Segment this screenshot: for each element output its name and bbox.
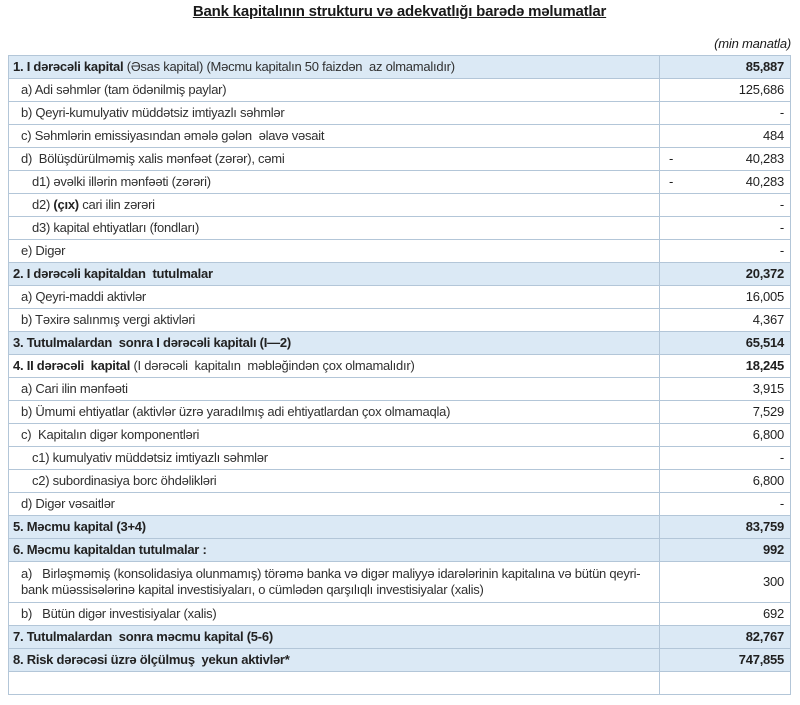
row-label [9, 401, 660, 424]
table-row [9, 56, 791, 79]
row-label-bold-text: 6. Məcmu kapitaldan tutulmalar : [13, 542, 207, 557]
row-value-number: 16,005 [745, 289, 784, 304]
table-body [9, 56, 791, 695]
row-label-rest-text: (Əsas kapital) (Məcmu kapitalın 50 faizdən az olmamalıdır) [123, 59, 455, 74]
row-value [660, 309, 791, 332]
row-label [9, 102, 660, 125]
table-row [9, 332, 791, 355]
row-value-number: 6,800 [752, 427, 784, 442]
row-value-number: 3,915 [752, 381, 784, 396]
row-value [660, 493, 791, 516]
row-label-text: b) Bütün digər investisiyalar (xalis) [21, 606, 217, 621]
row-label-text: a) Cari ilin mənfəəti [21, 381, 128, 396]
row-value-number: 83,759 [745, 519, 784, 534]
row-label [9, 194, 660, 217]
row-value [660, 626, 791, 649]
row-value-number: - [779, 243, 784, 258]
row-label [9, 79, 660, 102]
row-label-rest-text: cari ilin zərəri [78, 197, 155, 212]
table-row [9, 424, 791, 447]
row-label [9, 539, 660, 562]
row-label [9, 626, 660, 649]
row-value [660, 378, 791, 401]
row-label-text: d1) əvəlki illərin mənfəəti (zərəri) [32, 174, 211, 189]
row-value [660, 79, 791, 102]
row-label [9, 309, 660, 332]
page-title: Bank kapitalının strukturu və adekvatlığı barədə məlumatlar [192, 3, 607, 20]
row-value [660, 148, 791, 171]
row-value [660, 672, 791, 695]
row-value [660, 217, 791, 240]
row-value-number: - [779, 496, 784, 511]
row-label [9, 240, 660, 263]
table-row [9, 194, 791, 217]
row-value [660, 102, 791, 125]
row-label-bold-text: 5. Məcmu kapital (3+4) [13, 519, 146, 534]
row-value [660, 649, 791, 672]
row-label-text: a) Adi səhmlər (tam ödənilmiş paylar) [21, 82, 227, 97]
table-row [9, 401, 791, 424]
row-value [660, 539, 791, 562]
negative-sign: - [669, 151, 674, 166]
row-value [660, 286, 791, 309]
row-value [660, 125, 791, 148]
row-label-text: a) Birləşməmiş (konsolidasiya olunmamış) törəmə banka və digər maliyyə idarələrinin kapitalına və bütün qeyri-bank müəssisələrinə kapital investisiyaları, o cümlədən qarşılıqlı investisiyalar (xalis) [21, 566, 641, 597]
row-value-number: - [779, 220, 784, 235]
row-label [9, 332, 660, 355]
row-value [660, 447, 791, 470]
table-row [9, 447, 791, 470]
row-value-number: 40,283 [745, 151, 784, 166]
table-row [9, 125, 791, 148]
table-row [9, 79, 791, 102]
row-label-bold-text: (çıx) [53, 197, 79, 212]
table-row [9, 102, 791, 125]
row-label [9, 447, 660, 470]
row-label [9, 516, 660, 539]
row-value-number: 40,283 [745, 174, 784, 189]
row-value [660, 240, 791, 263]
unit-note: (min manatla) [714, 36, 791, 51]
row-label-text: c) Kapitalın digər komponentləri [21, 427, 200, 442]
row-label-text: d) Bölüşdürülməmiş xalis mənfəət (zərər), cəmi [21, 151, 285, 166]
row-label [9, 171, 660, 194]
row-label [9, 672, 660, 695]
row-label-text: b) Qeyri-kumulyativ müddətsiz imtiyazlı səhmlər [21, 105, 285, 120]
table-row [9, 672, 791, 695]
table-row [9, 603, 791, 626]
row-label-bold-text: 3. Tutulmalardan sonra I dərəcəli kapitalı (I—2) [13, 335, 291, 350]
row-label [9, 148, 660, 171]
row-value [660, 424, 791, 447]
row-label-rest-text: (I dərəcəli kapitalın məbləğindən çox olmamalıdır) [130, 358, 415, 373]
row-label-text: d) Digər vəsaitlər [21, 496, 115, 511]
table-row [9, 355, 791, 378]
table-row [9, 263, 791, 286]
table-row [9, 626, 791, 649]
row-label-text: b) Təxirə salınmış vergi aktivləri [21, 312, 196, 327]
row-label [9, 286, 660, 309]
row-value-number: 992 [763, 542, 784, 557]
row-label-text: d3) kapital ehtiyatları (fondları) [32, 220, 200, 235]
row-label-bold-text: 8. Risk dərəcəsi üzrə ölçülmuş yekun aktivlər* [13, 652, 290, 667]
table-row [9, 148, 791, 171]
row-value [660, 470, 791, 493]
row-label-text: d2) [32, 197, 54, 212]
row-value [660, 56, 791, 79]
table-row [9, 309, 791, 332]
row-label [9, 355, 660, 378]
row-label-text: b) Ümumi ehtiyatlar (aktivlər üzrə yaradılmış adi ehtiyatlardan çox olmamaqla) [21, 404, 451, 419]
row-label-bold-text: 1. I dərəcəli kapital [13, 59, 124, 74]
row-label-bold-text: 2. I dərəcəli kapitaldan tutulmalar [13, 266, 213, 281]
row-label [9, 56, 660, 79]
row-label-text: c2) subordinasiya borc öhdəlikləri [32, 473, 217, 488]
row-value-number: 484 [763, 128, 784, 143]
report-sheet [8, 3, 791, 695]
row-label-text: c) Səhmlərin emissiyasından əmələ gələn əlavə vəsait [21, 128, 325, 143]
table-row [9, 516, 791, 539]
row-label [9, 217, 660, 240]
table-row [9, 539, 791, 562]
table-row [9, 378, 791, 401]
table-row [9, 240, 791, 263]
row-value-number: 125,686 [738, 82, 784, 97]
row-label [9, 562, 660, 603]
row-label-bold-text: 7. Tutulmalardan sonra məcmu kapital (5-6) [13, 629, 273, 644]
row-value-number: - [779, 197, 784, 212]
row-value [660, 332, 791, 355]
table-row [9, 286, 791, 309]
row-value [660, 562, 791, 603]
table-row [9, 562, 791, 603]
row-value-number: 85,887 [745, 59, 784, 74]
row-label-text: a) Qeyri-maddi aktivlər [21, 289, 147, 304]
row-value [660, 194, 791, 217]
row-value-number: 65,514 [745, 335, 784, 350]
negative-sign: - [669, 174, 674, 189]
row-value-number: 20,372 [745, 266, 784, 281]
row-label [9, 493, 660, 516]
table-row [9, 470, 791, 493]
table-row [9, 171, 791, 194]
row-label [9, 125, 660, 148]
row-value-number: 692 [763, 606, 784, 621]
row-label [9, 424, 660, 447]
row-value [660, 516, 791, 539]
row-value [660, 355, 791, 378]
row-value [660, 171, 791, 194]
row-value-number: 300 [763, 574, 784, 589]
row-label [9, 603, 660, 626]
row-label-bold-text: 4. II dərəcəli kapital [13, 358, 131, 373]
row-label [9, 470, 660, 493]
row-value [660, 603, 791, 626]
row-value-number: 7,529 [752, 404, 784, 419]
row-label-text: e) Digər [21, 243, 66, 258]
capital-structure-table [8, 55, 791, 695]
table-row [9, 217, 791, 240]
row-value-number: 82,767 [745, 629, 784, 644]
row-label [9, 263, 660, 286]
row-value-number: 4,367 [752, 312, 784, 327]
row-value-number: - [779, 450, 784, 465]
row-value [660, 263, 791, 286]
table-row [9, 493, 791, 516]
table-row [9, 649, 791, 672]
row-label-text: c1) kumulyativ müddətsiz imtiyazlı səhmlər [32, 450, 268, 465]
row-value-number: - [779, 105, 784, 120]
row-label [9, 378, 660, 401]
row-value-number: 18,245 [745, 358, 784, 373]
row-label [9, 649, 660, 672]
row-value-number: 747,855 [738, 652, 784, 667]
row-value-number: 6,800 [752, 473, 784, 488]
row-value [660, 401, 791, 424]
